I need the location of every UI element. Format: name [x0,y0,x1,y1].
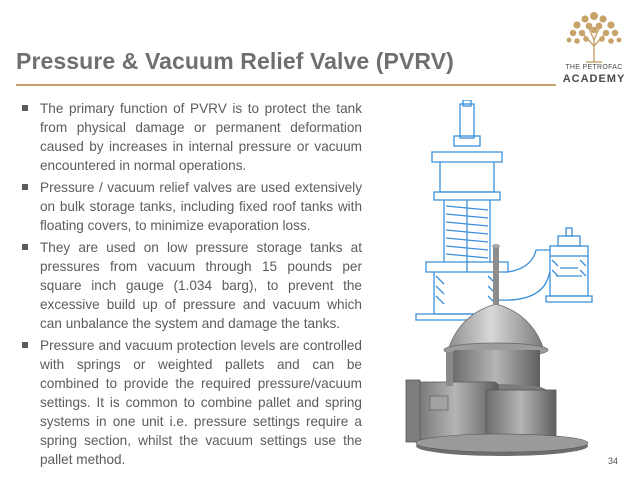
title-underline [16,84,556,86]
bullet-item [22,99,362,175]
bullet-item [22,336,362,469]
petrofac-academy-logo [555,8,633,92]
bullet-text: The primary function of PVRV is to protect the tank from physical damage or permanent deformation caused by increases in internal pressure or vacuum encountered in normal operations. [40,101,362,173]
logo-text-line1: THE PETROFAC [565,64,623,71]
square-bullet-icon [22,105,28,111]
logo-text-line2: ACADEMY [562,73,626,85]
bullet-list [22,99,362,472]
bullet-text: Pressure / vacuum relief valves are used extensively on bulk storage tanks, including fixed roof tanks with floating covers, to minimize evaporation loss. [40,180,362,233]
pvrv-unit-photo [390,232,604,464]
slide-title: Pressure & Vacuum Relief Valve (PVRV) [16,48,454,74]
page-number: 34 [608,456,619,466]
tree-icon [555,8,633,64]
square-bullet-icon [22,244,28,250]
bullet-text: Pressure and vacuum protection levels are controlled with springs or weighted pallets and can be combined to provide the required pressure/vacuum settings. It is common to combine pallet and spring systems in one unit i.e. pressure settings require a spring section, whilst the vacuum settings use the pallet method. [40,338,362,467]
bullet-text: They are used on low pressure storage tanks at pressures from vacuum through 15 pounds per square inch gauge (1.034 barg), to prevent the excessive build up of pressure and vacuum which can unbalance the system and damage the tanks. [40,240,362,331]
square-bullet-icon [22,342,28,348]
bullet-item [22,178,362,235]
bullet-item [22,238,362,333]
square-bullet-icon [22,184,28,190]
